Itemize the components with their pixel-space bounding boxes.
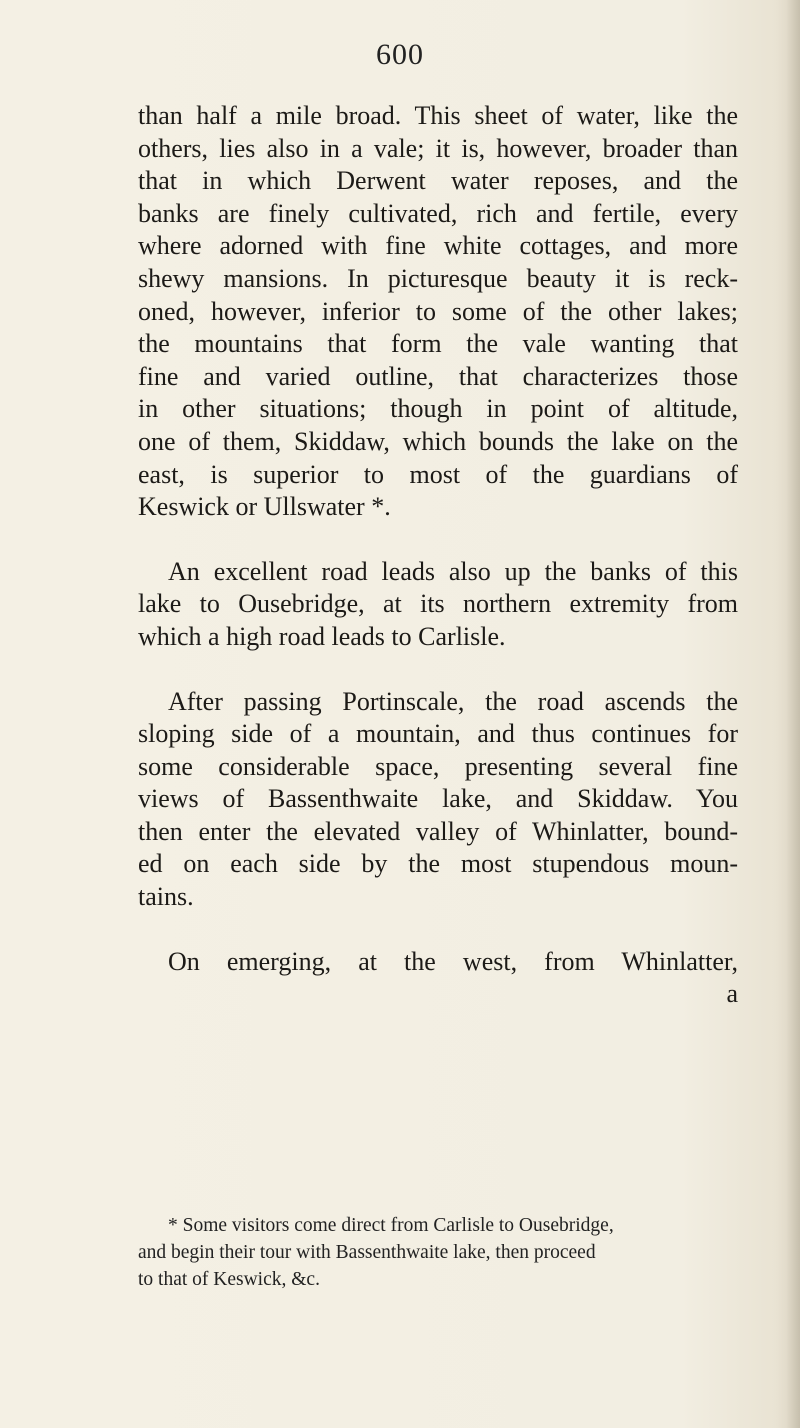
text-line: where adorned with fine white cottages, and more xyxy=(138,231,738,261)
text-line: fine and varied outline, that characterizes those xyxy=(138,361,738,391)
footnote-line: * Some visitors come direct from Carlisle to Ousebridge, xyxy=(168,1215,614,1236)
text-line: After passing Portinscale, the road ascends the xyxy=(168,686,738,716)
text-line: oned, however, inferior to some of the other lakes; xyxy=(138,296,738,326)
text-line: shewy mansions. In picturesque beauty it is reck- xyxy=(138,263,738,293)
footnote-line: to that of Keswick, &c. xyxy=(138,1269,320,1290)
text-line: banks are finely cultivated, rich and fertile, every xyxy=(138,198,738,228)
page-edge-shadow xyxy=(786,0,800,1428)
text-line: than half a mile broad. This sheet of water, like the xyxy=(138,101,738,130)
text-line: then enter the elevated valley of Whinlatter, bound- xyxy=(138,816,738,846)
text-line: some considerable space, presenting several fine xyxy=(138,751,738,781)
text-line: tains. xyxy=(138,882,194,912)
text-line: the mountains that form the vale wanting that xyxy=(138,329,738,359)
paragraph-2 xyxy=(138,556,738,654)
text-line: which a high road leads to Carlisle. xyxy=(138,621,506,651)
text-line: sloping side of a mountain, and thus continues for xyxy=(138,719,738,749)
text-line: An excellent road leads also up the banks of this xyxy=(168,556,738,586)
text-line: lake to Ousebridge, at its northern extremity from xyxy=(138,589,738,619)
text-line: Keswick or Ullswater *. xyxy=(138,492,391,522)
page-number: 600 xyxy=(376,38,424,71)
footnote xyxy=(138,1212,738,1293)
catchword: a xyxy=(726,979,738,1009)
paragraph-4 xyxy=(138,946,738,1011)
paragraph-1 xyxy=(138,100,738,524)
text-line: that in which Derwent water reposes, and the xyxy=(138,166,738,196)
footnote-line: and begin their tour with Bassenthwaite lake, then proceed xyxy=(138,1242,596,1263)
text-line: ed on each side by the most stupendous moun- xyxy=(138,849,738,879)
text-line: east, is superior to most of the guardians of xyxy=(138,459,738,489)
text-line: one of them, Skiddaw, which bounds the lake on the xyxy=(138,426,738,456)
text-line: others, lies also in a vale; it is, however, broader than xyxy=(138,133,738,163)
paragraph-3 xyxy=(138,686,738,914)
text-line: On emerging, at the west, from Whinlatter, xyxy=(168,946,738,976)
text-line: views of Bassenthwaite lake, and Skiddaw. You xyxy=(138,784,738,814)
body-text xyxy=(138,100,738,1011)
text-line: in other situations; though in point of altitude, xyxy=(138,394,738,424)
